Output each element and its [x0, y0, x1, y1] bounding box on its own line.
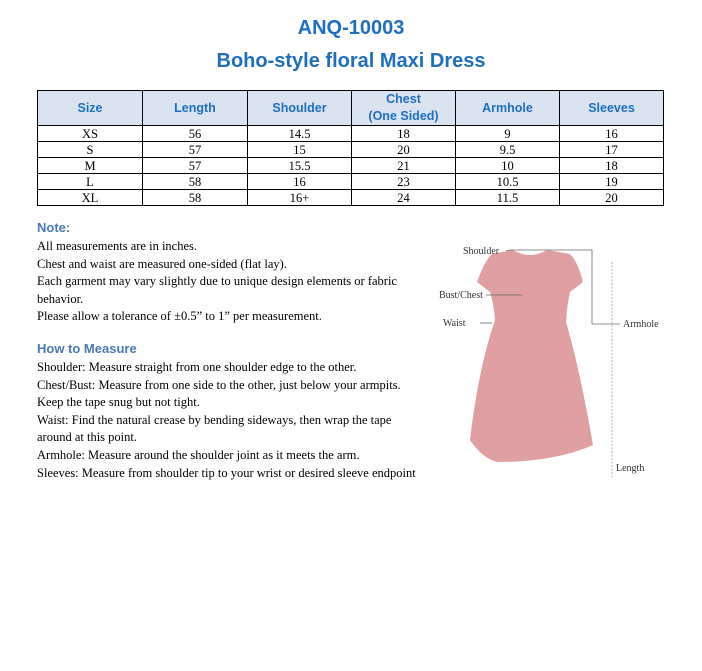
- how-to-line: Chest/Bust: Measure from one side to the other, just below your armpits. Keep the tape snug but not tight.: [37, 377, 401, 410]
- cell-length: 58: [143, 190, 248, 206]
- cell-shoulder: 16: [248, 174, 352, 190]
- waist-label: Waist: [443, 318, 466, 329]
- cell-sleeves: 18: [560, 158, 664, 174]
- note-line: All measurements are in inches.: [37, 239, 198, 253]
- product-code: ANQ-10003: [297, 17, 405, 39]
- header-sleeves: Sleeves: [560, 91, 664, 126]
- table-row: [38, 158, 664, 174]
- table-row: [38, 174, 664, 190]
- note-line: Each garment may vary slightly due to unique design elements or fabric behavior.: [37, 274, 397, 306]
- table-header-row: [38, 91, 664, 126]
- dress-silhouette-icon: [470, 250, 593, 462]
- dress-measurement-diagram: [430, 240, 680, 485]
- how-to-line: Armhole: Measure around the shoulder joint as it meets the arm.: [37, 447, 360, 462]
- header-armhole: Armhole: [456, 91, 560, 126]
- cell-chest: 20: [352, 142, 456, 158]
- how-to-line: Sleeves: Measure from shoulder tip to your wrist or desired sleeve endpoint: [37, 465, 416, 480]
- cell-size: XS: [38, 126, 143, 142]
- note-heading: Note:: [37, 220, 71, 235]
- cell-chest: 23: [352, 174, 456, 190]
- cell-length: 56: [143, 126, 248, 142]
- cell-length: 58: [143, 174, 248, 190]
- cell-shoulder: 15.5: [248, 158, 352, 174]
- cell-shoulder: 16+: [248, 190, 352, 206]
- cell-size: L: [38, 174, 143, 190]
- cell-armhole: 10.5: [456, 174, 560, 190]
- cell-size: S: [38, 142, 143, 158]
- shoulder-label: Shoulder: [463, 246, 500, 257]
- cell-sleeves: 16: [560, 126, 664, 142]
- cell-chest: 24: [352, 190, 456, 206]
- product-name: Boho-style floral Maxi Dress: [216, 50, 486, 72]
- how-to-measure-text: [37, 359, 417, 482]
- cell-chest: 21: [352, 158, 456, 174]
- header-shoulder: Shoulder: [248, 91, 352, 126]
- header-chest-line1: Chest: [386, 92, 421, 106]
- header-size: Size: [38, 91, 143, 126]
- cell-sleeves: 17: [560, 142, 664, 158]
- cell-armhole: 10: [456, 158, 560, 174]
- header-chest: [352, 91, 456, 126]
- note-line: Chest and waist are measured one-sided (flat lay).: [37, 256, 287, 271]
- table-row: [38, 126, 664, 142]
- cell-sleeves: 20: [560, 190, 664, 206]
- length-label: Length: [616, 463, 645, 474]
- note-text: [37, 238, 417, 326]
- how-to-measure-heading: How to Measure: [37, 341, 137, 356]
- cell-armhole: 9.5: [456, 142, 560, 158]
- cell-shoulder: 14.5: [248, 126, 352, 142]
- table-row: [38, 142, 664, 158]
- table-row: [38, 190, 664, 206]
- cell-length: 57: [143, 142, 248, 158]
- size-chart-table: [37, 90, 664, 206]
- cell-size: XL: [38, 190, 143, 206]
- note-line: Please allow a tolerance of ±0.5” to 1” per measurement.: [37, 309, 322, 324]
- header-chest-line2: (One Sided): [368, 109, 439, 123]
- header-length: Length: [143, 91, 248, 126]
- cell-chest: 18: [352, 126, 456, 142]
- cell-armhole: 11.5: [456, 190, 560, 206]
- how-to-line: Shoulder: Measure straight from one shoulder edge to the other.: [37, 360, 357, 374]
- how-to-line: Waist: Find the natural crease by bending sideways, then wrap the tape around at this point.: [37, 412, 392, 445]
- cell-length: 57: [143, 158, 248, 174]
- cell-size: M: [38, 158, 143, 174]
- cell-sleeves: 19: [560, 174, 664, 190]
- cell-armhole: 9: [456, 126, 560, 142]
- cell-shoulder: 15: [248, 142, 352, 158]
- bust-label: Bust/Chest: [439, 290, 483, 301]
- armhole-label: Armhole: [623, 319, 659, 330]
